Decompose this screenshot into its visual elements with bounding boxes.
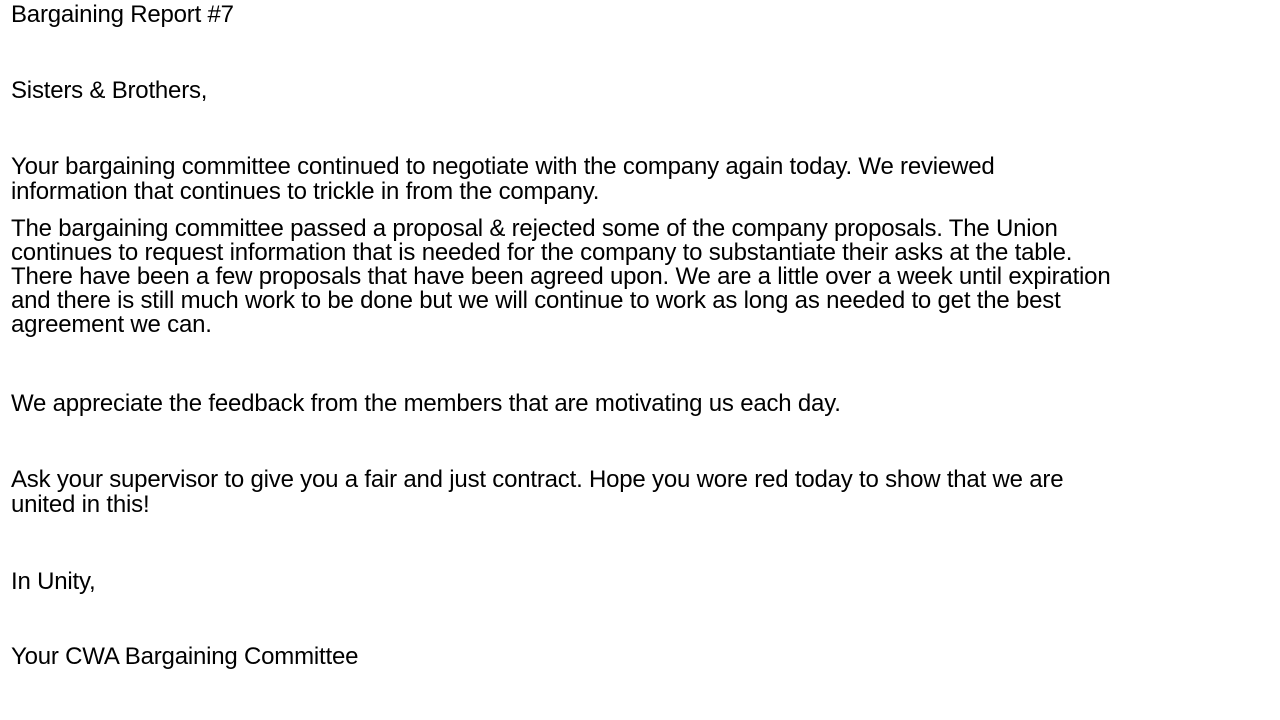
paragraph-negotiation: [11, 154, 995, 204]
greeting: Sisters & Brothers,: [11, 77, 208, 104]
report-title: Bargaining Report #7: [11, 1, 234, 28]
paragraph-ask-supervisor-line-2: united in this!: [11, 491, 150, 518]
paragraph-negotiation-line-1: Your bargaining committee continued to negotiate with the company again today. We reviewed: [11, 153, 995, 180]
paragraph-ask-supervisor-line-1: Ask your supervisor to give you a fair and just contract. Hope you wore red today to show that we are: [11, 466, 1064, 493]
paragraph-proposals-line-5: agreement we can.: [11, 311, 212, 338]
paragraph-negotiation-line-2: information that continues to trickle in from the company.: [11, 178, 600, 205]
paragraph-proposals-line-1: The bargaining committee passed a proposal & rejected some of the company proposals. The Union: [11, 215, 1058, 242]
closing: In Unity,: [11, 568, 96, 595]
paragraph-proposals: [11, 217, 1110, 337]
paragraph-ask-supervisor: [11, 467, 1063, 517]
paragraph-proposals-line-3: There have been a few proposals that have been agreed upon. We are a little over a week until expiration: [11, 263, 1111, 290]
paragraph-proposals-line-4: and there is still much work to be done but we will continue to work as long as needed to get the best: [11, 287, 1061, 314]
paragraph-appreciation: We appreciate the feedback from the members that are motivating us each day.: [11, 390, 841, 417]
signature: Your CWA Bargaining Committee: [11, 643, 359, 670]
paragraph-proposals-line-2: continues to request information that is needed for the company to substantiate their asks at the table.: [11, 239, 1073, 266]
